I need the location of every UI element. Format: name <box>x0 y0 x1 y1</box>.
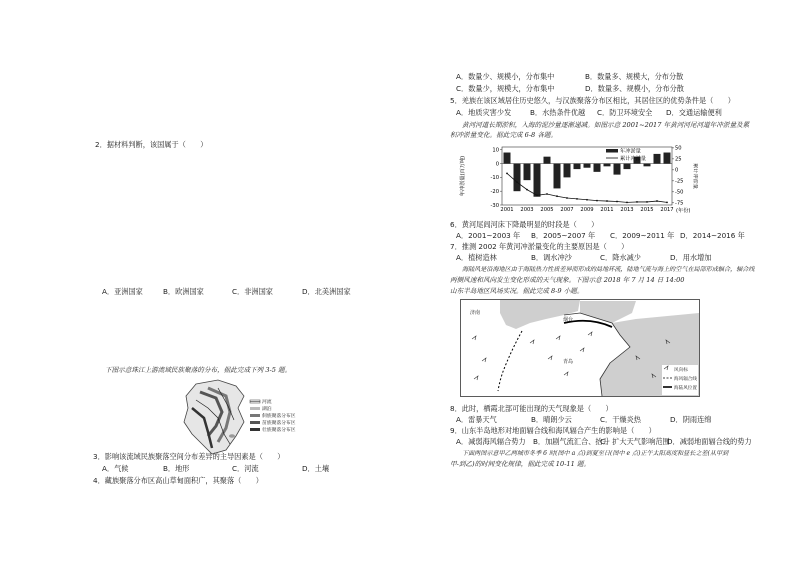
point-cumulative-2001 <box>506 172 508 174</box>
q8-stem: 8．此时，栖霞北部可能出现的天气现象是（ ） <box>450 404 613 413</box>
q2-option-b[interactable]: B．欧洲国家 <box>163 287 204 296</box>
bar-annual-2003 <box>524 164 531 181</box>
bar-annual-2013 <box>624 164 631 170</box>
map-label-yantai: 烟台 <box>563 317 574 323</box>
y-right-tick-label: -50 <box>675 189 684 196</box>
shandong-wind-map <box>460 299 700 397</box>
y-right-axis-label: 累计冲淤量 <box>692 163 698 189</box>
q2-option-a[interactable]: A．亚洲国家 <box>102 287 143 296</box>
point-cumulative-2005 <box>546 193 548 195</box>
y-left-tick-label: -30 <box>490 202 499 209</box>
x-tick-label: 2009 <box>580 207 594 213</box>
q9-option-b[interactable]: B．加剧气流汇合、抬升 <box>533 437 610 446</box>
x-tick-label: 2013 <box>620 207 634 213</box>
q8-option-b[interactable]: B．晴朗少云 <box>531 415 572 424</box>
q6-option-d[interactable]: D．2014~2016 年 <box>680 231 745 240</box>
bar-annual-2007 <box>564 164 571 178</box>
q8-option-a[interactable]: A．雷暴天气 <box>456 415 497 424</box>
y-right-tick-label: 0 <box>675 167 679 174</box>
q2-option-d[interactable]: D．北美洲国家 <box>302 287 351 296</box>
q7-option-c[interactable]: C．降水减少 <box>600 253 641 262</box>
q3-option-c[interactable]: C．河流 <box>232 464 259 473</box>
bar-annual-2012 <box>614 164 621 175</box>
y-right-tick-label: -75 <box>675 200 684 207</box>
y-left-axis-label: 年冲淤量(百万吨) <box>460 155 466 197</box>
q2-option-c[interactable]: C．非洲国家 <box>232 287 273 296</box>
bar-annual-2015 <box>644 164 651 167</box>
legend-lake: 湖泊 <box>262 407 272 412</box>
legend-zhuang: 壮族聚落分布区 <box>262 428 296 433</box>
q5-option-c[interactable]: C．防卫环境安全 <box>597 108 653 117</box>
x-tick-label: 2015 <box>640 207 654 213</box>
bar-annual-2004 <box>534 164 541 197</box>
x-tick-label: 2007 <box>560 207 574 213</box>
y-left-tick-label: 10 <box>492 147 499 154</box>
passage-wind-line2: 两侧风速和风向发生变化形成的天气现象。下图示意 2018 年 7 月 14 日 14:00 <box>450 276 685 284</box>
q4-option-b[interactable]: B．数量多、规模大，分布分散 <box>585 72 684 81</box>
bar-annual-2009 <box>584 164 591 168</box>
q5-option-a[interactable]: A．地质灾害少发 <box>456 108 512 117</box>
bar-annual-2016 <box>654 154 661 164</box>
legend-bar-label: 年冲淤量 <box>620 148 641 155</box>
x-tick-label: 2011 <box>600 207 614 213</box>
q4-option-a[interactable]: A．数量少、规模小，分布集中 <box>456 72 555 81</box>
passage-wind-line1: 海陆风是沿海地区由于海陆热力性质差异而形成的局地环流，陆地气流与海上的空气在局部形成辐合，辐合线 <box>462 266 755 273</box>
point-cumulative-2017 <box>666 201 668 203</box>
x-tick-label: 2017 <box>660 207 674 213</box>
legend-dong: 侗族聚落分布区 <box>262 414 296 419</box>
lake-icon <box>229 434 235 438</box>
passage-6-8-line2: 积冲淤量变化。据此完成 6-8 各题。 <box>450 131 558 139</box>
q9-option-c[interactable]: C．扩大天气影响范围 <box>600 437 670 446</box>
x-unit-label: (年份) <box>676 208 691 214</box>
q9-option-a[interactable]: A．减弱海风辐合势力 <box>456 437 526 446</box>
passage-wind-line3: 山东半岛地区风场实况。据此完成 8-9 小题。 <box>450 287 584 295</box>
passage-6-8-line1: 黄河河道长期淤积，入海的泥沙量逐渐递减。如图示意 2001~2017 年黄河河尾河道年冲淤量及累 <box>462 121 750 129</box>
point-cumulative-2016 <box>656 200 658 202</box>
point-cumulative-2009 <box>586 199 588 201</box>
bar-annual-2002 <box>514 164 521 192</box>
q3-stem: 3．影响该流域民族聚落空间分布差异的主导因素是（ ） <box>93 452 285 461</box>
map-label-jinan: 济南 <box>470 310 481 316</box>
q9-stem: 9．山东半岛地形对地面辐合线和海风辐合产生的影响是（ ） <box>450 426 656 435</box>
y-right-tick-label: -25 <box>675 178 684 185</box>
legend-miao: 苗族聚落分布区 <box>262 421 296 426</box>
q3-option-d[interactable]: D．土壤 <box>302 464 330 473</box>
x-tick-label: 2005 <box>540 207 554 213</box>
q7-option-b[interactable]: B．调水冲沙 <box>531 253 572 262</box>
q3-option-a[interactable]: A．气候 <box>102 464 129 473</box>
point-cumulative-2002 <box>516 181 518 183</box>
q9-option-d[interactable]: D．减弱地面辐合线的势力 <box>667 437 752 446</box>
q5-option-b[interactable]: B．水热条件优越 <box>530 108 586 117</box>
q4-stem: 4．藏族聚落分布区高山草甸面积广，其聚落（ ） <box>93 476 263 485</box>
q4-option-d[interactable]: D．数量多、规模小，分布分散 <box>585 84 684 93</box>
bar-annual-2010 <box>594 164 601 172</box>
legend-line-label: 累计冲淤量 <box>620 156 646 162</box>
q3-option-b[interactable]: B．地形 <box>163 464 190 473</box>
q6-stem: 6．黄河尾闾河床下降最明显的时段是（ ） <box>450 220 599 229</box>
passage-10-line2: 甲-到乙)的时间变化规律，据此完成 10-11 题。 <box>450 460 591 468</box>
bar-annual-2005 <box>544 157 551 164</box>
x-tick-label: 2003 <box>520 207 534 213</box>
y-right-tick-label: 25 <box>675 156 682 163</box>
point-cumulative-2014 <box>636 201 638 203</box>
y-left-tick-label: -20 <box>490 188 499 195</box>
q6-option-a[interactable]: A．2001~2003 年 <box>456 231 521 240</box>
q6-option-c[interactable]: C．2009~2011 年 <box>610 231 675 240</box>
q7-option-a[interactable]: A．植树造林 <box>456 253 497 262</box>
legend-bar-swatch <box>606 149 618 153</box>
point-cumulative-2007 <box>566 197 568 199</box>
q4-option-c[interactable]: C．数量少，规模大，分布集中 <box>456 84 555 93</box>
x-tick-label: 2001 <box>500 207 514 213</box>
q8-option-d[interactable]: D．阴雨连绵 <box>670 415 712 424</box>
bar-annual-2017 <box>664 153 671 164</box>
y-right-tick-label: 50 <box>675 145 682 152</box>
q5-stem: 5．羌族在该区域居住历史悠久，与汉族聚落分布区相比，其居住区的优势条件是（ ） <box>450 96 735 105</box>
bar-annual-2008 <box>574 164 581 170</box>
legend-wind-barb: 风向标 <box>674 368 688 373</box>
legend-breeze-position: 海陆风位置 <box>674 386 697 391</box>
scour-deposit-chart <box>458 143 698 215</box>
point-cumulative-2006 <box>556 195 558 197</box>
q5-option-d[interactable]: D．交通运输便利 <box>666 108 722 117</box>
bar-annual-2006 <box>554 164 561 189</box>
q8-option-c[interactable]: C．干燥炎热 <box>600 415 641 424</box>
bar-annual-2011 <box>604 164 611 167</box>
point-cumulative-2008 <box>576 198 578 200</box>
point-cumulative-2004 <box>536 194 538 196</box>
q6-option-b[interactable]: B．2005~2007 年 <box>531 231 596 240</box>
q7-option-d[interactable]: D．用水增加 <box>670 253 712 262</box>
legend-sea-breeze-line: 海风辐合线 <box>674 377 697 382</box>
map-label-qingdao: 青岛 <box>563 359 574 365</box>
y-left-tick-label: -10 <box>490 175 499 182</box>
point-cumulative-2013 <box>626 201 628 203</box>
legend-river: 河流 <box>262 400 272 405</box>
passage-3-5: 下图示意珠江上游流域民族聚落的分布，据此完成下列 3-5 题。 <box>105 366 292 374</box>
bar-annual-2001 <box>504 153 511 164</box>
point-cumulative-2011 <box>606 200 608 202</box>
point-cumulative-2003 <box>526 189 528 191</box>
point-cumulative-2010 <box>596 200 598 202</box>
point-cumulative-2015 <box>646 201 648 203</box>
q7-stem: 7．推测 2002 年黄河冲淤量变化的主要原因是（ ） <box>450 242 629 251</box>
q2-stem: 2．据材料判断，该国属于（ ） <box>95 140 208 149</box>
point-cumulative-2012 <box>616 201 618 203</box>
passage-10-line1: 下面两图示意甲乙两城市冬季 6 时(图中 a 点)到夏至日(图中 e 点)正午太阳高度和昼长之差(从甲到 <box>462 450 729 457</box>
y-left-tick-label: 0 <box>495 161 499 168</box>
line-cumulative <box>507 173 667 202</box>
